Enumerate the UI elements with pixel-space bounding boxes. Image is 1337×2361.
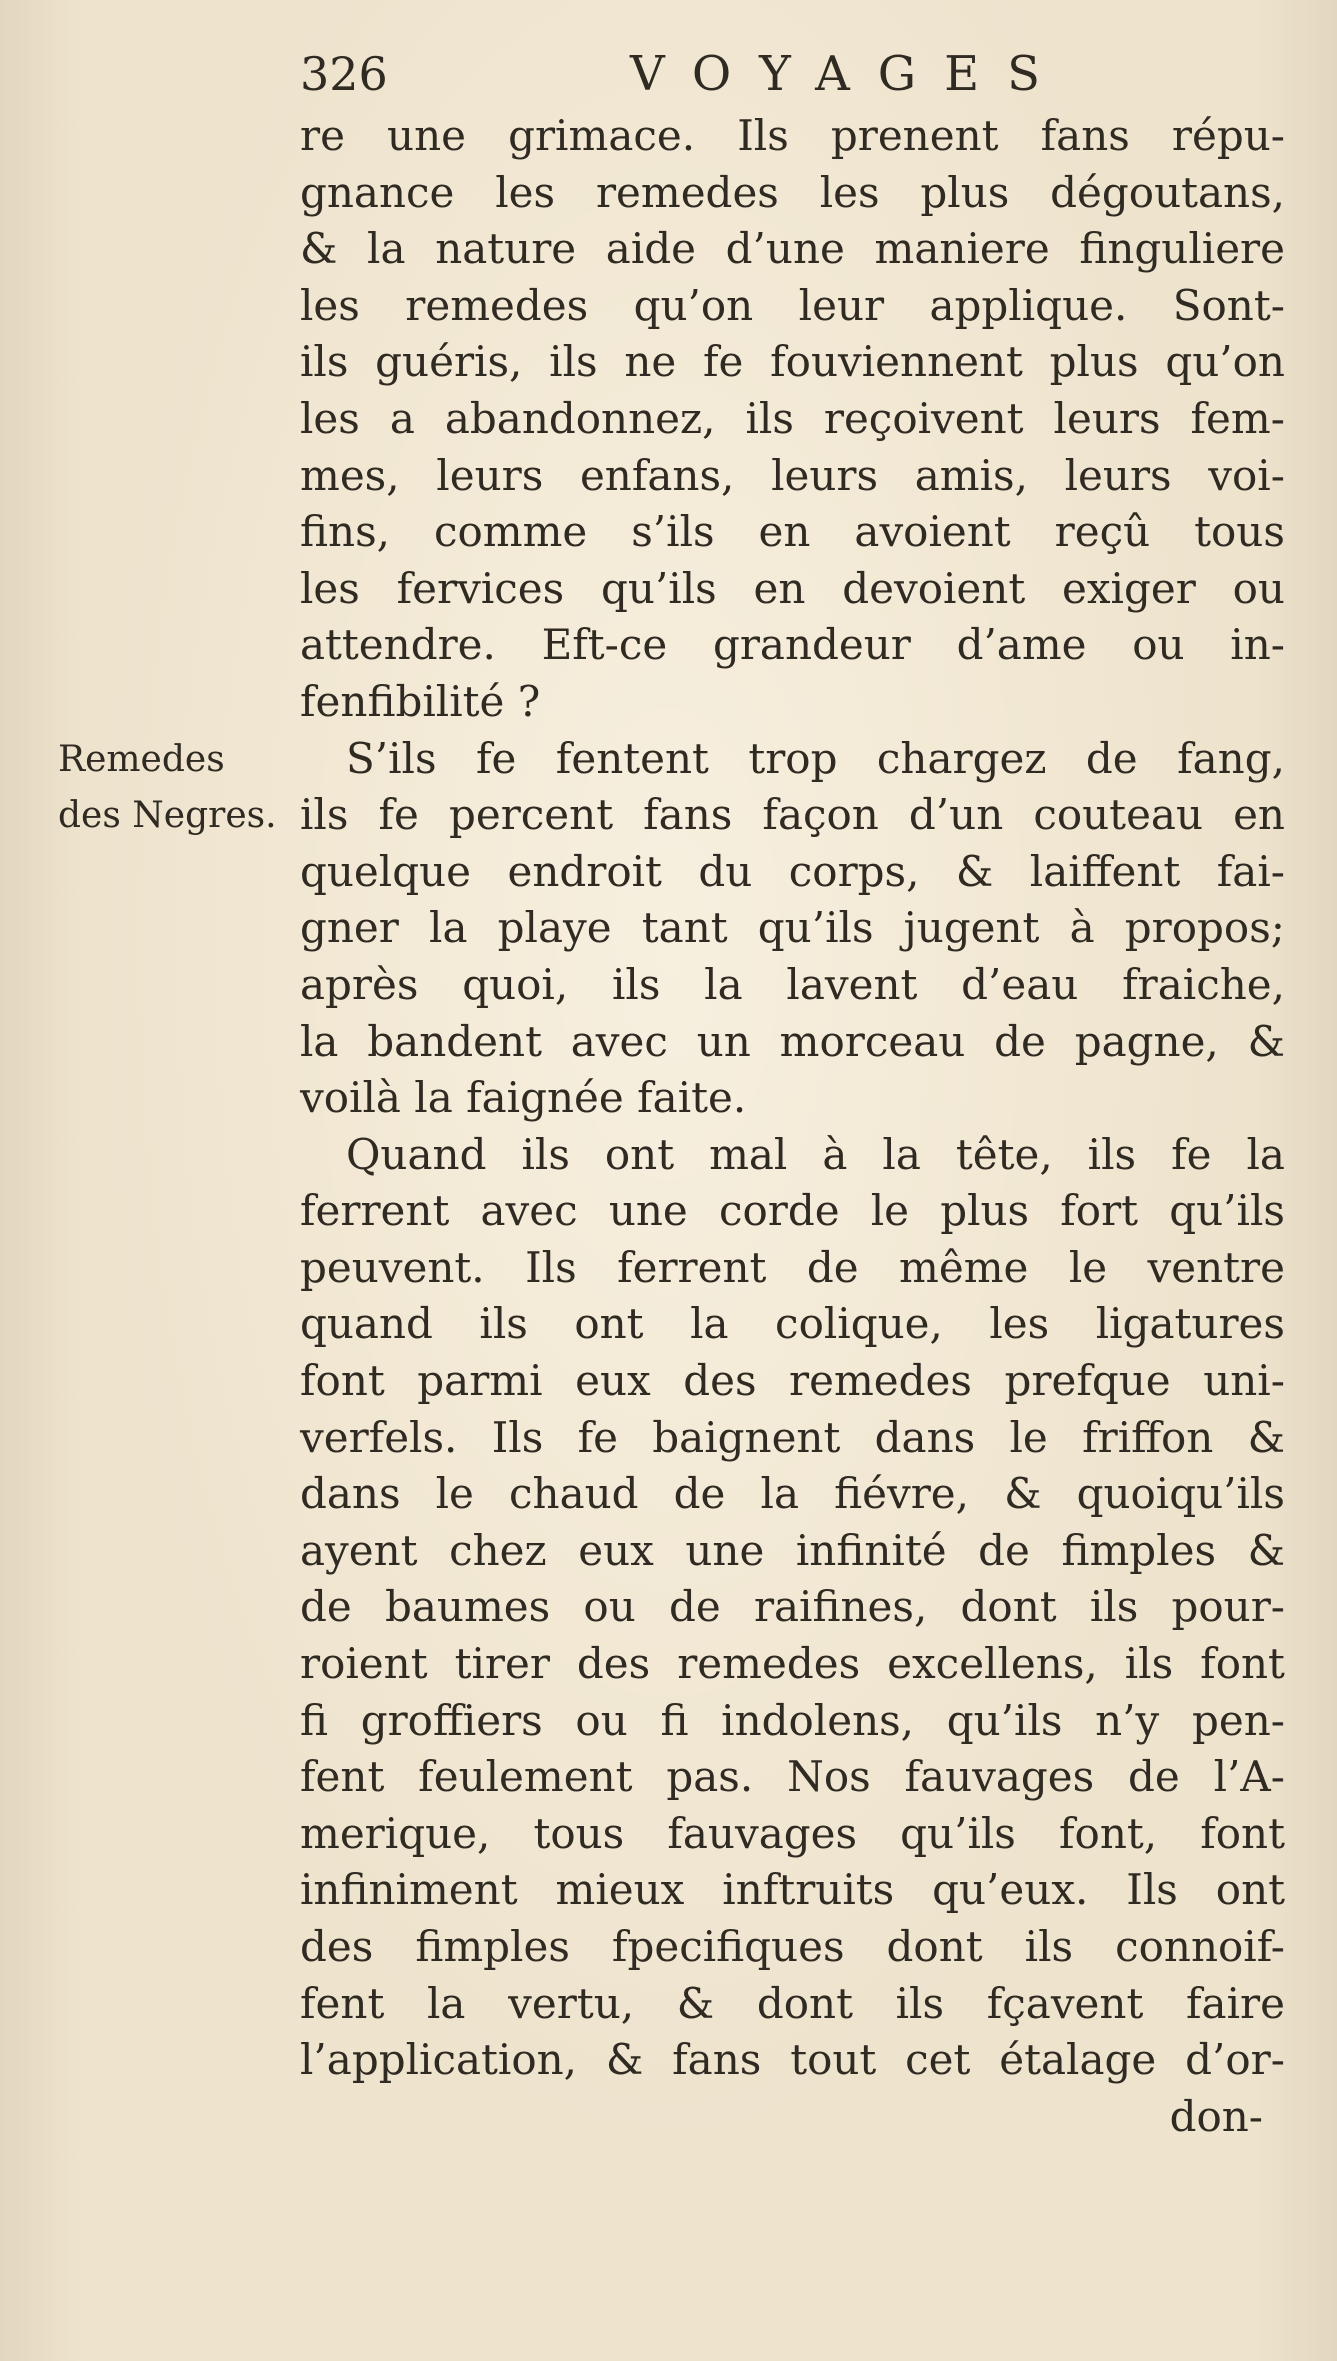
word: leurs [771, 450, 879, 500]
word: abandonnez, [444, 393, 716, 443]
word: gnance [300, 167, 455, 217]
word: Ils [525, 1242, 577, 1292]
word: qu’ils [757, 903, 874, 953]
word: fimples [415, 1922, 570, 1971]
word: & [676, 1978, 715, 2028]
word: les [819, 167, 880, 217]
word: attendre. [300, 620, 496, 670]
word: uni- [1203, 1356, 1285, 1406]
text-line [300, 1296, 1285, 1353]
word: ils [1089, 1582, 1139, 1632]
word: ils [549, 337, 598, 387]
margin-note-line: des Negres. [58, 795, 277, 836]
word: reçoivent [823, 393, 1024, 443]
word: la [429, 903, 468, 953]
word: pour- [1171, 1582, 1285, 1632]
word: le [1068, 1242, 1108, 1292]
word: ou [1132, 620, 1185, 670]
word: ne [624, 337, 677, 387]
word: tous [533, 1808, 625, 1858]
word: infinité [795, 1525, 947, 1575]
word: plus [1049, 337, 1139, 387]
text-line [300, 391, 1285, 448]
word: fans [672, 2035, 762, 2085]
word: tirer [454, 1639, 550, 1689]
word: Ils [491, 1412, 544, 1462]
word: fans [643, 790, 733, 840]
word: qu’ils [946, 1695, 1063, 1745]
word: vertu, [508, 1978, 635, 2028]
word: Ils [737, 111, 789, 160]
word: & [1004, 1469, 1042, 1519]
word: colique, [775, 1299, 943, 1349]
word: couteau [1033, 790, 1204, 840]
word: les [989, 1299, 1050, 1349]
word: eux [575, 1356, 651, 1406]
word: ont [1215, 1865, 1285, 1915]
word: peuvent. [300, 1242, 485, 1292]
word: dans [874, 1412, 976, 1462]
word: leurs [1053, 393, 1161, 443]
word: qu’ils [601, 563, 717, 613]
word: fort [1060, 1186, 1139, 1236]
word: un [696, 1016, 751, 1066]
word: de [1085, 733, 1138, 783]
word: à [1069, 903, 1095, 953]
word: après [300, 959, 419, 1009]
text-line [300, 1749, 1285, 1806]
word: s’ils [631, 507, 715, 557]
word: font [1200, 1639, 1285, 1689]
text-line [300, 448, 1285, 505]
text-line [300, 1014, 1285, 1071]
word: a [389, 393, 415, 443]
word: ou [1232, 563, 1285, 613]
word: parmi [417, 1356, 543, 1406]
word: qu’on [1165, 337, 1285, 387]
word: fervices [396, 563, 565, 613]
text-line [300, 165, 1285, 222]
word: trop [748, 733, 838, 783]
word: fins, [300, 507, 390, 557]
text-line [300, 504, 1285, 561]
word: chargez [876, 733, 1047, 783]
word: ils [895, 1978, 945, 2028]
word: le [1009, 1412, 1048, 1462]
word: ayent [300, 1525, 418, 1575]
text-line [300, 1183, 1285, 1240]
word: la [427, 1978, 466, 2028]
word: & [955, 846, 994, 896]
word: la [367, 224, 406, 274]
text-line [300, 787, 1285, 844]
word: dans [300, 1469, 401, 1519]
text-line [300, 1806, 1285, 1863]
word: fang, [1177, 733, 1285, 783]
word: quoiqu’ils [1076, 1469, 1285, 1519]
word: pen- [1191, 1695, 1285, 1745]
word: re [300, 111, 345, 160]
word: finguliere [1079, 224, 1285, 274]
word: des [683, 1356, 757, 1406]
word: fai- [1216, 846, 1285, 896]
word: la [760, 1469, 799, 1519]
word: tête, [955, 1129, 1053, 1179]
word: fe [1171, 1129, 1212, 1179]
word: tous [1194, 507, 1285, 557]
word: fi [300, 1695, 329, 1745]
word: d’eau [961, 959, 1079, 1009]
word: d’un [908, 790, 1004, 840]
word: propos; [1124, 903, 1285, 953]
word: des [300, 1922, 374, 1971]
word: la [690, 1299, 729, 1349]
word: S’ils [346, 733, 437, 783]
word: corde [718, 1186, 840, 1236]
word: font, [1058, 1808, 1158, 1858]
word: bandent [367, 1016, 542, 1066]
word: Ils [1126, 1865, 1178, 1915]
word: & [1247, 1525, 1285, 1575]
text-line [300, 221, 1285, 278]
word: les [300, 393, 360, 443]
text-line [300, 1976, 1285, 2033]
word: in- [1230, 620, 1285, 670]
word: Sont- [1172, 280, 1285, 330]
word: n’y [1095, 1695, 1160, 1745]
word: qu’on [633, 280, 754, 330]
word: de [673, 1469, 726, 1519]
word: inftruits [722, 1865, 895, 1915]
word: avoient [854, 507, 1011, 557]
word: les [300, 280, 360, 330]
word: grandeur [712, 620, 911, 670]
word: fentent [555, 733, 709, 783]
text-line [300, 278, 1285, 335]
word: la [300, 1016, 339, 1066]
text-line [300, 1353, 1285, 1410]
word: reçû [1054, 507, 1151, 557]
word: ils [1087, 1129, 1137, 1179]
word: prefque [1004, 1356, 1171, 1406]
word: Eft-ce [541, 620, 668, 670]
word: façon [762, 790, 879, 840]
word: feulement [418, 1752, 633, 1802]
word: une [608, 1186, 688, 1236]
word: & [300, 224, 338, 274]
word: l’A- [1213, 1752, 1285, 1802]
text-line [300, 1919, 1285, 1976]
word: plus [940, 1186, 1030, 1236]
word: eux [578, 1525, 654, 1575]
word: d’une [725, 224, 845, 274]
word: la [704, 959, 743, 1009]
word: fauvages [904, 1752, 1095, 1802]
text-line [300, 900, 1285, 957]
page-number: 326 [300, 47, 388, 101]
word: excellens, [887, 1639, 1098, 1689]
text-line: fenfibilité ? [300, 676, 541, 726]
text-line [300, 1862, 1285, 1919]
word: fans [1040, 111, 1130, 160]
word: ont [574, 1299, 644, 1349]
word: prenent [830, 111, 999, 160]
word: remedes [789, 1356, 972, 1406]
word: de [1128, 1752, 1180, 1802]
word: fauvages [667, 1808, 858, 1858]
word: gner [300, 903, 399, 953]
word: font [1200, 1808, 1285, 1858]
word: chez [449, 1525, 547, 1575]
word: ou [583, 1582, 636, 1632]
catchword: don- [1169, 2091, 1263, 2141]
word: connoif- [1115, 1922, 1285, 1971]
word: voi- [1208, 450, 1285, 500]
word: avec [480, 1186, 578, 1236]
text-line [300, 1240, 1285, 1297]
word: laiffent [1029, 846, 1181, 896]
word: de [300, 1582, 352, 1632]
word: dégoutans, [1050, 167, 1285, 217]
word: même [899, 1242, 1029, 1292]
word: ventre [1147, 1242, 1285, 1292]
text-line [300, 1693, 1285, 1750]
word: applique. [929, 280, 1128, 330]
word: ils [521, 1129, 570, 1179]
word: fimples [1061, 1525, 1217, 1575]
word: fi [660, 1695, 689, 1745]
word: tant [641, 903, 728, 953]
word: & [1247, 1016, 1285, 1066]
word: playe [497, 903, 612, 953]
word: ligatures [1095, 1299, 1285, 1349]
word: friffon [1082, 1412, 1214, 1462]
text-line [300, 617, 1285, 674]
word: de [668, 1582, 721, 1632]
word: fçavent [986, 1978, 1144, 2028]
word: faire [1186, 1978, 1285, 2028]
word: & [1247, 1412, 1285, 1462]
word: fem- [1190, 393, 1285, 443]
word: fiévre, [834, 1469, 969, 1519]
word: une [685, 1525, 765, 1575]
word: endroit [507, 846, 662, 896]
word: nature [435, 224, 577, 274]
word: fent [300, 1752, 385, 1802]
word: Nos [787, 1752, 871, 1802]
word: grimace. [508, 111, 696, 160]
word: ferrent [300, 1186, 450, 1236]
word: qu’eux. [932, 1865, 1089, 1915]
text-line [300, 731, 1285, 788]
word: ils [611, 959, 661, 1009]
word: infiniment [300, 1865, 518, 1915]
word: baignent [652, 1412, 841, 1462]
word: avec [570, 1016, 668, 1066]
word: merique, [300, 1808, 491, 1858]
text-line [300, 957, 1285, 1014]
word: pas. [666, 1752, 754, 1802]
word: à [822, 1129, 848, 1179]
page-header [300, 44, 1069, 104]
text-line [300, 1523, 1285, 1580]
text-line: voilà la faignée faite. [300, 1073, 747, 1123]
text-line [300, 2032, 1285, 2089]
body-text [300, 108, 1285, 2145]
word: la [882, 1129, 921, 1179]
word: fe [378, 790, 419, 840]
word: en [753, 563, 806, 613]
word: de [978, 1525, 1030, 1575]
word: ont [604, 1129, 675, 1179]
word: amis, [914, 450, 1028, 500]
text-line [300, 1466, 1285, 1523]
word: fouviennent [770, 337, 1023, 387]
word: ils [479, 1299, 528, 1349]
running-head: VOYAGES [630, 46, 1069, 102]
word: quoi, [462, 959, 569, 1009]
word: ferrent [617, 1242, 767, 1292]
word: qu’ils [1169, 1186, 1285, 1236]
word: remedes [677, 1639, 861, 1689]
word: les [300, 563, 360, 613]
word: tout [790, 2035, 877, 2085]
word: guéris, [375, 337, 523, 387]
word: corps, [788, 846, 920, 896]
word: mal [709, 1129, 788, 1179]
word: exiger [1062, 563, 1196, 613]
word: cet [905, 2035, 971, 2085]
text-line [300, 1410, 1285, 1467]
word: leurs [436, 450, 544, 500]
word: qu’ils [900, 1808, 1016, 1858]
word: mieux [555, 1865, 685, 1915]
margin-note-line: Remedes [58, 739, 225, 780]
word: devoient [842, 563, 1026, 613]
word: en [1233, 790, 1285, 840]
word: fent [300, 1978, 385, 2028]
word: les [495, 167, 556, 217]
word: leur [798, 280, 885, 330]
word: ils [300, 790, 349, 840]
word: morceau [779, 1016, 966, 1066]
word: répu- [1171, 111, 1285, 160]
word: percent [448, 790, 614, 840]
word: étalage [999, 2035, 1157, 2085]
text-line [300, 108, 1285, 165]
word: dont [960, 1582, 1057, 1632]
text-line [300, 1127, 1285, 1184]
word: quand [300, 1299, 433, 1349]
word: fe [577, 1412, 618, 1462]
word: indolens, [721, 1695, 915, 1745]
word: mes, [300, 450, 400, 500]
word: fe [702, 337, 744, 387]
word: chaud [509, 1469, 639, 1519]
word: leurs [1064, 450, 1172, 500]
word: dont [886, 1922, 983, 1971]
word: l’application, [300, 2035, 578, 2085]
word: Quand [346, 1129, 487, 1179]
word: le [435, 1469, 474, 1519]
word: de [806, 1242, 859, 1292]
word: des [576, 1639, 651, 1689]
text-line [300, 844, 1285, 901]
text-line [300, 561, 1285, 618]
word: dont [756, 1978, 853, 2028]
word: enfans, [579, 450, 735, 500]
word: de [994, 1016, 1046, 1066]
word: comme [433, 507, 588, 557]
word: fraiche, [1122, 959, 1285, 1009]
word: du [698, 846, 753, 896]
word: d’or- [1185, 2035, 1285, 2085]
text-line [300, 1579, 1285, 1636]
word: groffiers [360, 1695, 543, 1745]
word: maniere [874, 224, 1050, 274]
word: roient [300, 1639, 428, 1689]
word: fe [475, 733, 517, 783]
word: ils [745, 393, 794, 443]
word: baumes [384, 1582, 551, 1632]
word: la [1246, 1129, 1285, 1179]
word: ils [1124, 1639, 1174, 1689]
word: plus [920, 167, 1010, 217]
word: le [870, 1186, 910, 1236]
word: raifines, [753, 1582, 928, 1632]
word: font [300, 1356, 385, 1406]
word: verfels. [300, 1412, 458, 1462]
word: jugent [903, 903, 1040, 953]
word: une [387, 111, 466, 160]
word: ou [575, 1695, 628, 1745]
word: & [605, 2035, 644, 2085]
word: remedes [405, 280, 589, 330]
word: lavent [786, 959, 918, 1009]
word: ils [300, 337, 349, 387]
word: pagne, [1074, 1016, 1219, 1066]
margin-note [58, 732, 288, 844]
word: quelque [300, 846, 472, 896]
word: fpecifiques [611, 1922, 845, 1971]
word: en [758, 507, 811, 557]
text-line [300, 1636, 1285, 1693]
text-line [300, 334, 1285, 391]
word: remedes [595, 167, 779, 217]
word: ils [1024, 1922, 1074, 1971]
word: aide [605, 224, 697, 274]
word: d’ame [956, 620, 1087, 670]
